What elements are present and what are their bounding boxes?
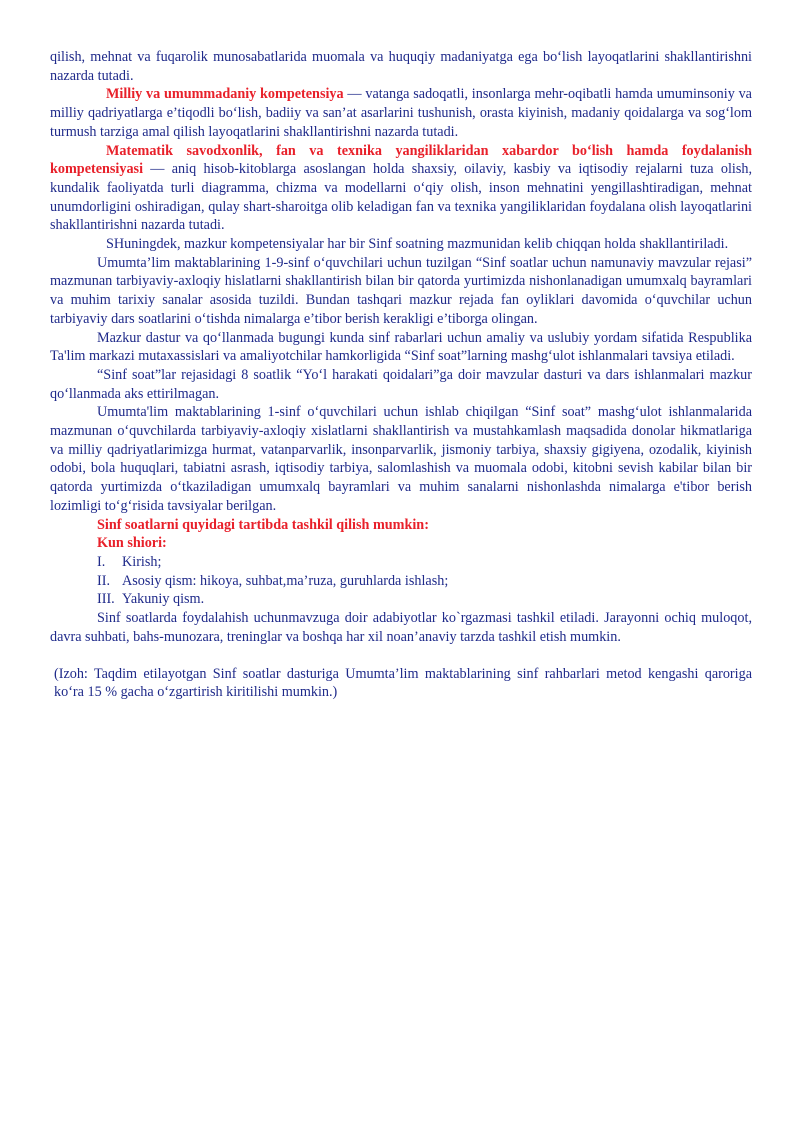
math-competence-text: — aniq hisob-kitoblarga asoslangan holda shaxsiy, oilaviy, kasbiy va iqtisodiy rejalarni tuza olish, kundalik faoliyatda turli diagramma, chizma va modellarni o‘qiy olish, inson mehnatini yengillashtiradigan, mehnat unumdorligini oshiradigan, qulay shart-sharoitga olib keladigan fan va texnika yangiliklaridan foydalana olish layoqatlarini shakllantirishni nazarda tutadi.	[50, 161, 752, 234]
paragraph-literature-exhibition: Sinf soatlarda foydalahish uchunmavzuga doir adabiyotlar ko`rgazmasi tashkil etiladi. Jarayonni ochiq muloqot, davra suhbati, bahs-munozara, treninglar va boshqa har xil noan’anaviy tarzda tashkil etish mumkin.	[50, 610, 752, 645]
cultural-competence-text: — vatanga sadoqatli, insonlarga mehr-oqibatli hamda umuminsoniy va milliy qadriyatlarga e’tiqodli bo‘lish, badiiy va san’at asarlarini tushunish, orasta kiyinish, madaniy qoidalarga va sog‘lom turmush tarziga amal qilish layoqatlarini shakllantirishni nazarda tutadi.	[50, 86, 752, 140]
document-page	[50, 48, 752, 702]
cultural-competence-title: Milliy va umummadaniy kompetensiya	[106, 86, 344, 103]
paragraph-program-guide: Mazkur dastur va qo‘llanmada bugungi kunda sinf rabarlari uchun amaliy va uslubiy yordam sifatida Respublika Ta'lim markazi mutaxassislari va amaliyotchilar hamkorligida “Sinf soat”larning mashg‘ulot ishlanmalari tavsiya etiladi.	[50, 329, 752, 365]
paragraph-competencies-summary: SHuningdek, mazkur kompetensiyalar har bir Sinf soatning mazmunidan kelib chiqqan holda shakllantiriladi.	[106, 236, 729, 253]
list-item-number: III.	[97, 591, 115, 608]
spacer	[50, 647, 752, 665]
list-item-number: II.	[97, 572, 110, 589]
paragraph-math-competence	[50, 142, 752, 236]
list-item-text: Kirish;	[122, 553, 162, 570]
list-item	[97, 572, 752, 591]
paragraph-first-grade: Umumta'lim maktablarining 1-sinf o‘quvchilari uchun ishlab chiqilgan “Sinf soat” mashg‘ulot ishlanmalarida mazmunan o‘quvchilarda tarbiyaviy-axloqiy xislatlarni shakllantirish va mustahkamlash maqsadida donolar hikmatlariga va milliy qadriyatlarimizga hurmat, vatanparvarlik, insonparvarlik, jismoniy tarbiya, shaxsiy gigiyena, ozodalik, kiyinish odobi, bola huquqlari, tabiatni asrash, iqtisodiy tarbiya, salomlashish va muomala odobi, kitobni sevish kabilar bilan bir qatorda yurtimizda o‘tkaziladigan umumxalq bayramlari va muhim sanalarni nishonlashda nimalarga e'tibor berish lozimligi to‘g‘risida tavsiyalar berilgan.	[50, 404, 752, 514]
section-heading-motto: Kun shiori:	[97, 535, 167, 552]
list-item	[97, 553, 752, 572]
paragraph-traffic-rules: “Sinf soat”lar rejasidagi 8 soatlik “Yo‘l harakati qoidalari”ga doir mavzular dasturi va dars ishlanmalari mazkur qo‘llanmada aks ettirilmagan.	[50, 366, 752, 402]
paragraph-continuation: qilish, mehnat va fuqarolik munosabatlarida muomala va huquqiy madaniyatga ega bo‘lish layoqatlarini shakllantirishni nazarda tutadi.	[50, 49, 752, 84]
paragraph-sample-topics: Umumta’lim maktablarining 1-9-sinf o‘quvchilari uchun tuzilgan “Sinf soatlar uchun namunaviy mavzular rejasi” mazmunan tarbiyaviy-axloqiy hislatlarni shakllantirish bilan bir qatorda yurtimizda nishonlanadigan umumxalq bayramlari va muhim tarixiy sanalar asosida tuzildi. Bundan tashqari mazkur rejada fan oyliklari davomida o‘quvchilar uchun tarbiyaviy dars soatlarini o‘tishda nimalarga e’tibor berish kerakligi e’tiborga olingan.	[50, 254, 752, 327]
list-item-number: I.	[97, 553, 106, 570]
lesson-structure-list	[50, 553, 752, 609]
math-competence-title: Matematik savodxonlik, fan va texnika yangiliklaridan xabardor bo‘lish hamda foydalanish kompetensiyasi	[50, 142, 752, 178]
list-item-text: Asosiy qism: hikoya, suhbat,ma’ruza, guruhlarda ishlash;	[122, 572, 449, 589]
list-item-text: Yakuniy qism.	[122, 591, 205, 608]
paragraph-cultural-competence	[50, 85, 752, 141]
section-heading-order: Sinf soatlarni quyidagi tartibda tashkil qilish mumkin:	[97, 516, 429, 533]
footnote-note: (Izoh: Taqdim etilayotgan Sinf soatlar dasturiga Umumta’lim maktablarining sinf rahbarlari metod kengashi qaroriga ko‘ra 15 % gacha o‘zgartirish kiritilishi mumkin.)	[54, 665, 752, 701]
list-item	[97, 590, 752, 609]
